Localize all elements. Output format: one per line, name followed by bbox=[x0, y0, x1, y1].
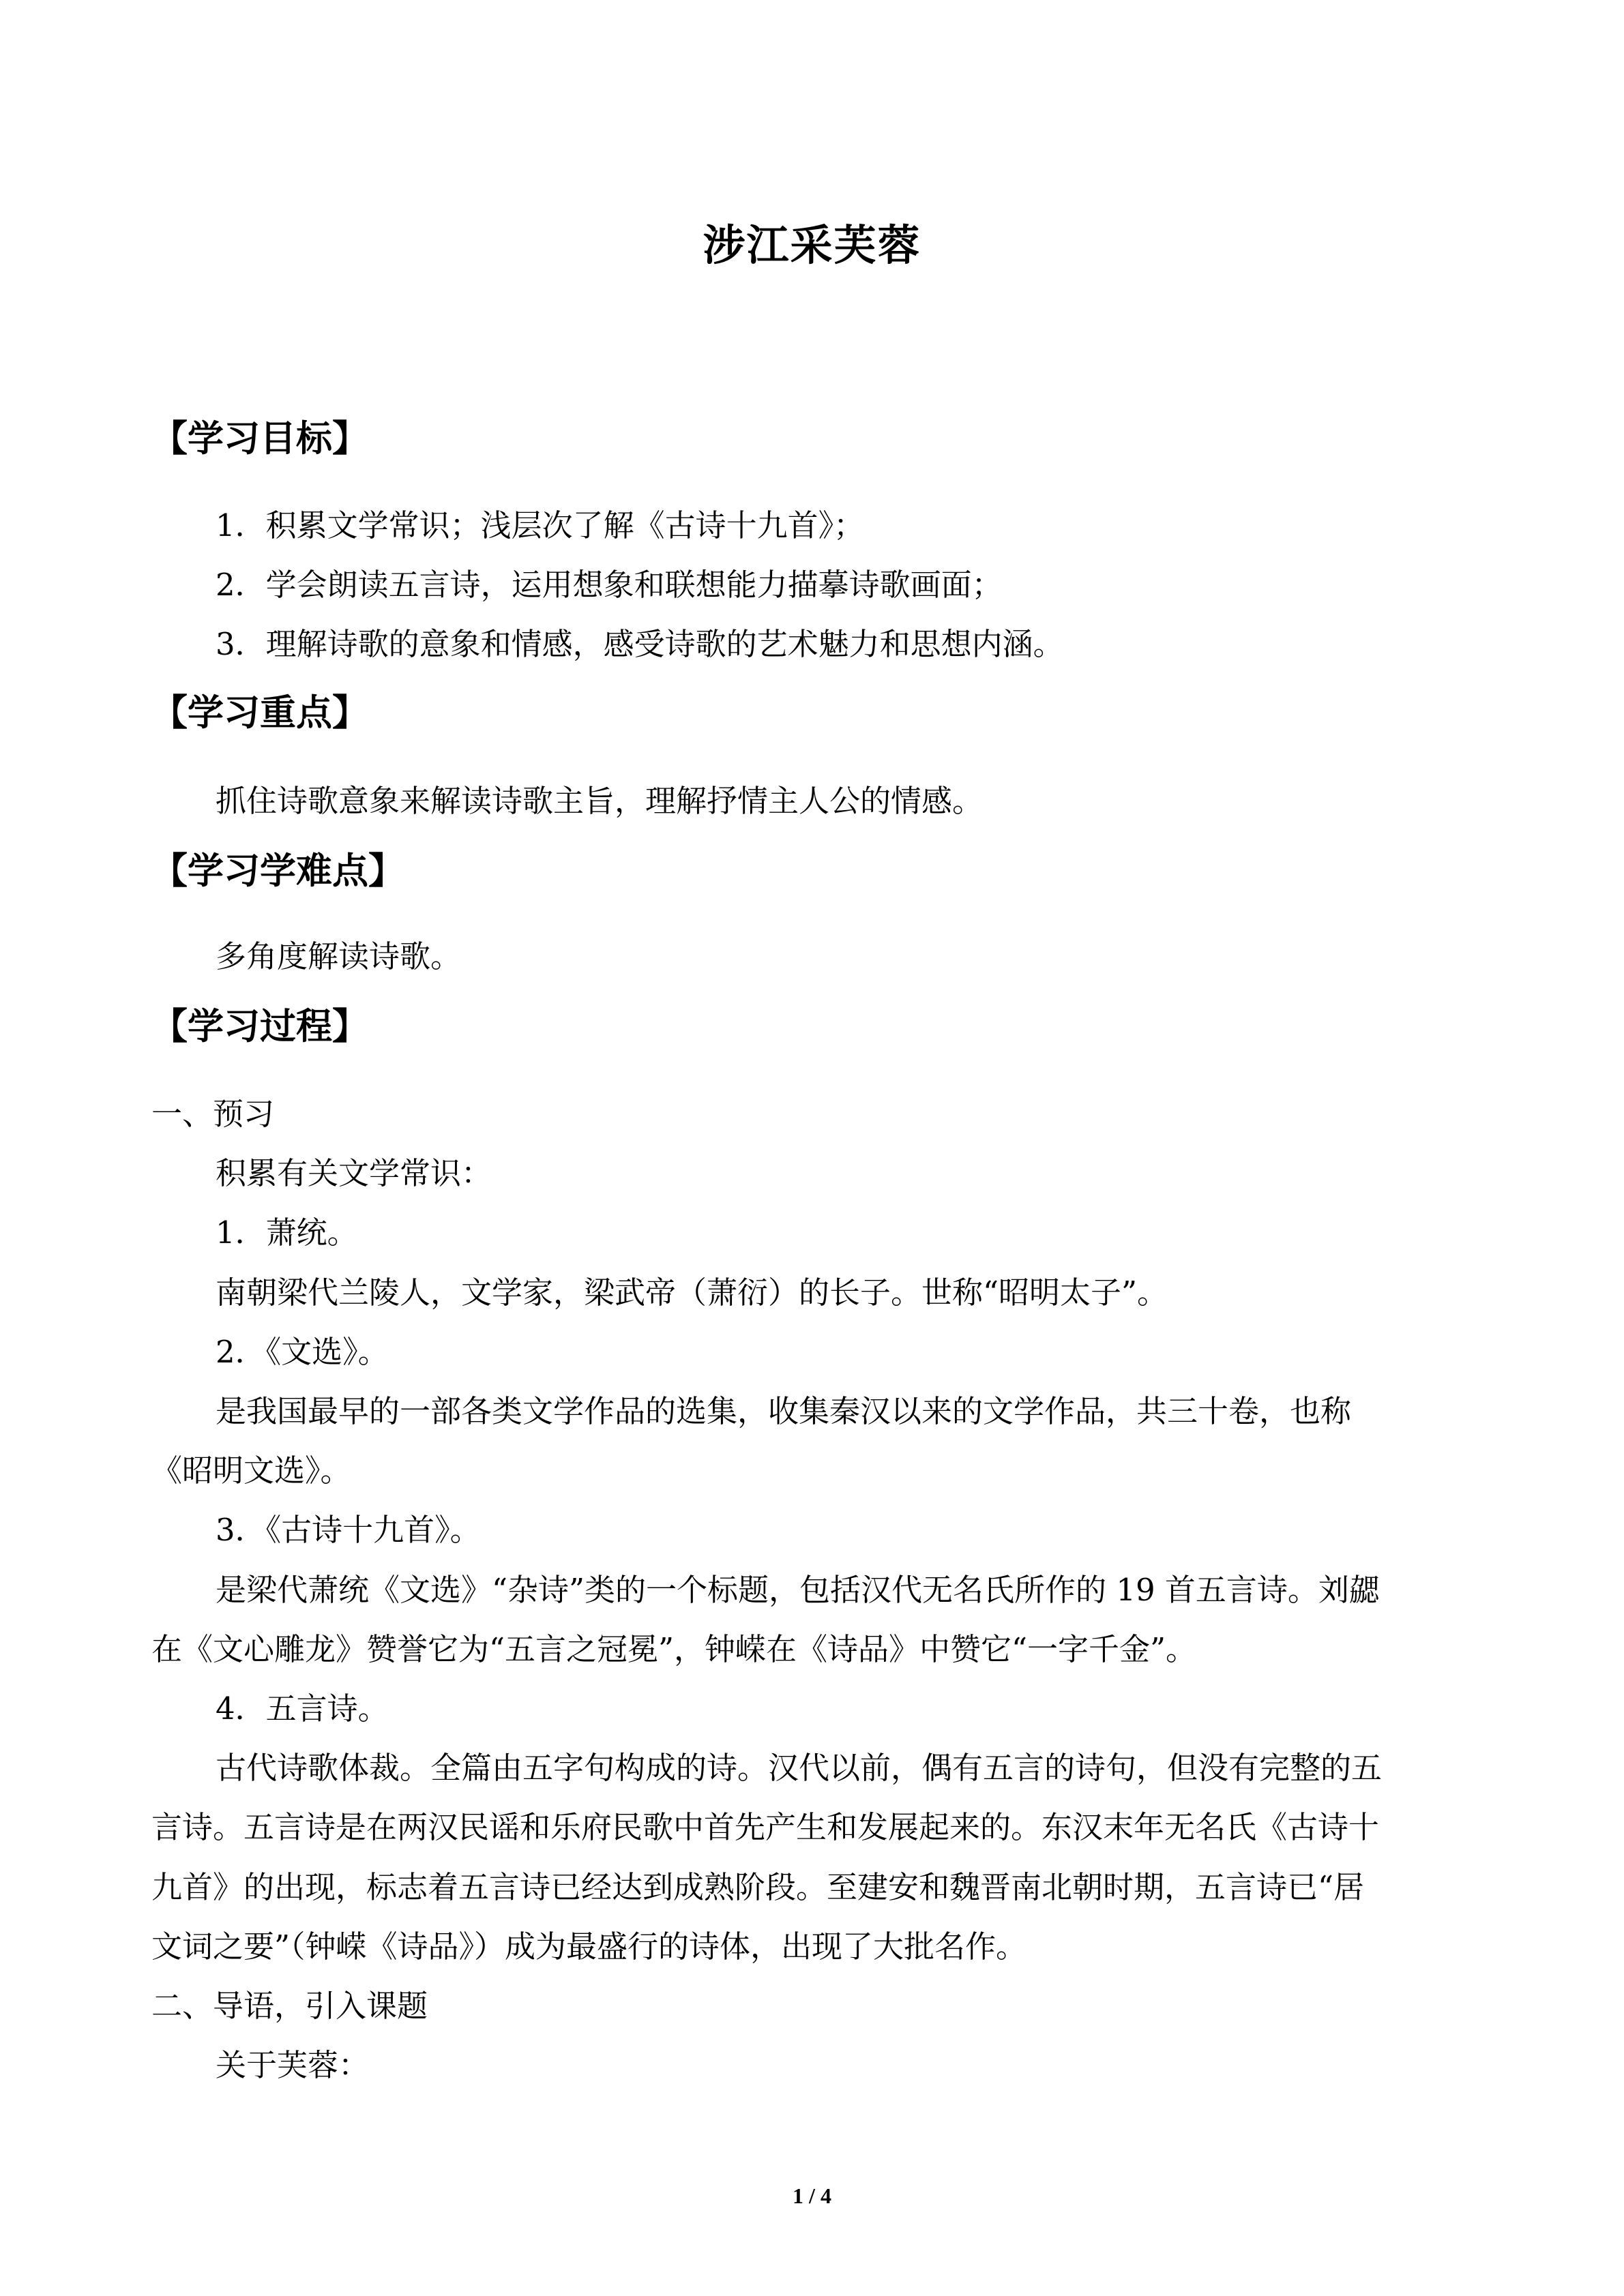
item3-title: 3．《古诗十九首》。 bbox=[216, 1512, 481, 1548]
item4-text-line-1: 古代诗歌体裁。全篇由五字句构成的诗。汉代以前，偶有五言的诗句，但没有完整的五 bbox=[216, 1750, 1383, 1786]
item3-text-line-1: 是梁代萧统《文选》“杂诗”类的一个标题，包括汉代无名氏所作的 19 首五言诗。刘勰 bbox=[216, 1572, 1380, 1608]
heading-key-points: 【学习重点】 bbox=[151, 691, 368, 734]
item4-text-line-2: 言诗。五言诗是在两汉民谣和乐府民歌中首先产生和发展起来的。东汉末年无名氏《古诗十 bbox=[151, 1809, 1380, 1845]
part2-intro: 关于芙蓉： bbox=[216, 2047, 370, 2083]
page-number: 1 / 4 bbox=[793, 2183, 831, 2208]
item1-text: 南朝梁代兰陵人，文学家，梁武帝（萧衍）的长子。世称“昭明太子”。 bbox=[216, 1274, 1168, 1311]
difficulties-text: 多角度解读诗歌。 bbox=[216, 938, 462, 974]
item2-title: 2．《文选》。 bbox=[216, 1334, 389, 1370]
part1-title: 一、预习 bbox=[151, 1096, 275, 1132]
item4-text-line-4: 文词之要”（钟嵘《诗品》）成为最盛行的诗体，出现了大批名作。 bbox=[151, 1928, 1027, 1965]
heading-objectives: 【学习目标】 bbox=[151, 417, 368, 460]
item4-text-line-3: 九首》的出现，标志着五言诗已经达到成熟阶段。至建安和魏晋南北朝时期，五言诗已“居 bbox=[151, 1869, 1365, 1905]
heading-difficulties: 【学习学难点】 bbox=[151, 850, 404, 892]
part1-intro: 积累有关文学常识： bbox=[216, 1155, 492, 1191]
heading-process: 【学习过程】 bbox=[151, 1005, 368, 1047]
key-points-text: 抓住诗歌意象来解读诗歌主旨，理解抒情主人公的情感。 bbox=[216, 783, 984, 819]
objective-item-3: 3．理解诗歌的意象和情感，感受诗歌的艺术魅力和思想内涵。 bbox=[216, 626, 1064, 662]
item4-title: 4．五言诗。 bbox=[216, 1690, 389, 1727]
objective-item-2: 2．学会朗读五言诗，运用想象和联想能力描摹诗歌画面； bbox=[216, 567, 1003, 603]
objective-item-1: 1．积累文学常识；浅层次了解《古诗十九首》； bbox=[216, 507, 865, 543]
item1-title: 1．萧统。 bbox=[216, 1214, 358, 1251]
item3-text-line-2: 在《文心雕龙》赞誉它为“五言之冠冕”，钟嵘在《诗品》中赞它“一字千金”。 bbox=[151, 1631, 1197, 1667]
item2-text-line-1: 是我国最早的一部各类文学作品的选集，收集秦汉以来的文学作品，共三十卷，也称 bbox=[216, 1393, 1352, 1429]
part2-title: 二、导语，引入课题 bbox=[151, 1988, 428, 2024]
item2-text-line-2: 《昭明文选》。 bbox=[151, 1452, 351, 1489]
document-title: 涉江采芙蓉 bbox=[703, 220, 921, 270]
